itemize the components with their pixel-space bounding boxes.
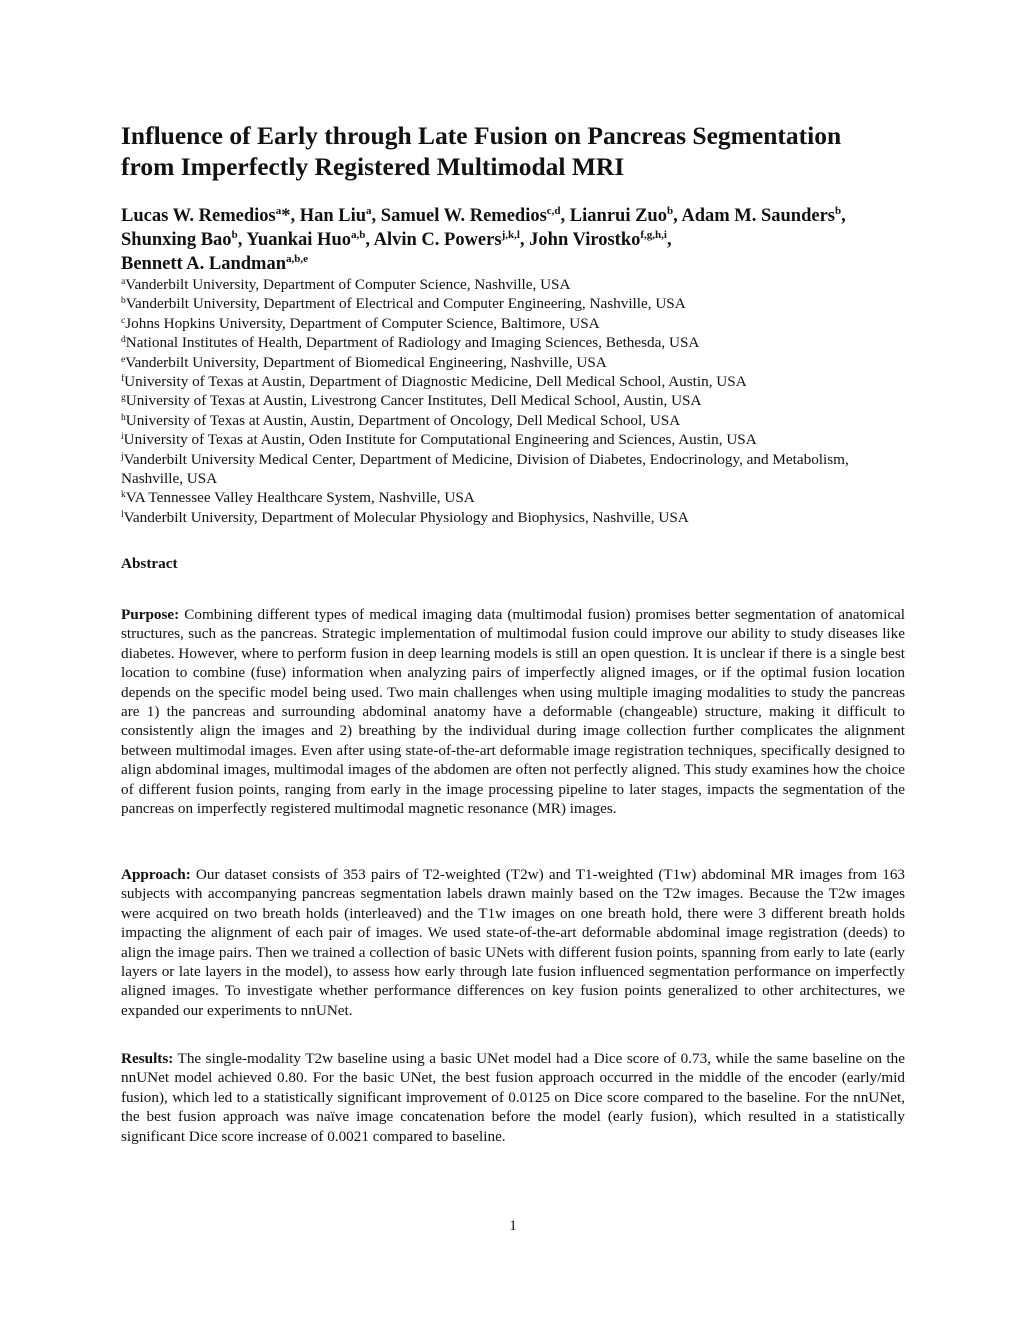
affiliation: $^a$Vanderbilt University, Department of Computer Science, Nashville, USA (121, 276, 571, 293)
affiliation: $^h$University of Texas at Austin, Austin, Department of Oncology, Dell Medical School, USA (121, 411, 681, 429)
author: Samuel W. Remedios$^{c,d}$, (380, 205, 570, 226)
approach-text: Our dataset consists of 353 pairs of T2-weighted (T2w) and T1-weighted (T1w) abdominal MR images from 163 subjects with accompanying pancreas segmentation labels drawn mainly based on the T2w images. Because the T2w images were acquired on two breath holds (interleaved) and the T1w images on one breath hold, there were 3 different breath holds impacting the alignment of each pair of images. We used state-of-the-art deformable abdominal image registration (deeds) to align the image pairs. Then we trained a collection of basic UNets with different fusion points, spanning from early to late (early layers or late layers in the model), to assess how early through late fusion influenced segmentation performance on imperfectly aligned images. To investigate whether performance differences on key fusion points generalized to other architectures, we expanded our experiments to nnUNet. (121, 866, 906, 1019)
page-number: 1 (509, 1217, 517, 1234)
affiliation: $^l$Vanderbilt University, Department of Molecular Physiology and Biophysics, Nashville, USA (121, 508, 689, 526)
title-line-2: from Imperfectly Registered Multimodal MRI (121, 152, 625, 181)
title-line-1: Influence of Early through Late Fusion on Pancreas Segmentation (121, 121, 842, 150)
affiliation: $^i$University of Texas at Austin, Oden Institute for Computational Engineering and Sciences, Austin, USA (121, 431, 757, 449)
affiliation: $^e$Vanderbilt University, Department of Biomedical Engineering, Nashville, USA (121, 353, 607, 371)
purpose-label: Purpose: (121, 606, 180, 623)
approach-label: Approach: (121, 866, 191, 883)
affiliation: $^f$University of Texas at Austin, Department of Diagnostic Medicine, Dell Medical School, Austin, USA (121, 373, 747, 391)
purpose-text: Combining different types of medical imaging data (multimodal fusion) promises better segmentation of anatomical structures, such as the pancreas. Strategic implementation of multimodal fusion could improve our ability to study diseases like diabetes. However, where to perform fusion in deep learning models is still an open question. It is unclear if there is a single best location to combine (fuse) information when analyzing pairs of imperfectly aligned images, or if the optimal fusion location depends on the specific model being used. Two main challenges when using multiple imaging modalities to study the pancreas are 1) the pancreas and surrounding abdominal anatomy have a deformable (changeable) structure, making it difficult to consistently align the images and 2) breathing by the individual during image collection further complicates the alignment between multimodal images. Even after using state-of-the-art deformable image registration techniques, specifically designed to align abdominal images, multimodal images of the abdomen are often not perfectly aligned. This study examines how the choice of different fusion points, ranging from early in the image processing pipeline to later stages, impacts the segmentation of the pancreas on imperfectly registered multimodal magnetic resonance (MR) images. (121, 606, 906, 818)
approach-paragraph (121, 865, 905, 1020)
affiliation: $^c$Johns Hopkins University, Department of Computer Science, Baltimore, USA (121, 314, 600, 332)
author: Han Liu$^a$, (299, 205, 381, 226)
author-list (121, 204, 905, 276)
author: Lucas W. Remedios$^a$*, (121, 205, 300, 226)
results-paragraph (121, 1049, 905, 1146)
author: Shunxing Bao$^b$, (121, 229, 247, 250)
author: Lianrui Zuo$^b$, (569, 205, 682, 226)
affiliation: $^k$VA Tennessee Valley Healthcare System, Nashville, USA (121, 489, 475, 507)
author: Adam M. Saunders$^b$, (681, 205, 846, 226)
author: Yuankai Huo$^{a,b}$, (246, 229, 374, 250)
affiliation: $^g$University of Texas at Austin, Livestrong Cancer Institutes, Dell Medical School, Austin, USA (121, 392, 702, 410)
affiliation: $^j$Vanderbilt University Medical Center, Department of Medicine, Division of Diabetes, Endocrinology, and Metabolism, Nashville, USA (121, 450, 849, 488)
results-text: The single-modality T2w baseline using a basic UNet model had a Dice score of 0.73, while the same baseline on the nnUNet model achieved 0.80. For the basic UNet, the best fusion approach occurred in the middle of the encoder (early/mid fusion), which led to a statistically significant improvement of 0.0125 on Dice score compared to the baseline. For the nnUNet, the best fusion approach was naïve image concatenation before the model (early fusion), which resulted in a statistically significant Dice score increase of 0.0021 compared to baseline. (121, 1050, 905, 1145)
paper-title (121, 120, 905, 182)
results-label: Results: (121, 1050, 174, 1067)
affiliation-list (121, 275, 905, 527)
author: Alvin C. Powers$^{j,k,l}$, (373, 229, 530, 250)
purpose-paragraph (121, 605, 905, 818)
author: Bennett A. Landman$^{a,b,e}$ (121, 253, 308, 274)
affiliation: $^b$Vanderbilt University, Department of Electrical and Computer Engineering, Nashville, USA (121, 295, 686, 313)
abstract-heading: Abstract (121, 555, 178, 572)
affiliation: $^d$National Institutes of Health, Department of Radiology and Imaging Sciences, Bethesda, USA (121, 334, 700, 352)
author: John Virostko$^{f,g,h,i}$, (529, 229, 672, 250)
